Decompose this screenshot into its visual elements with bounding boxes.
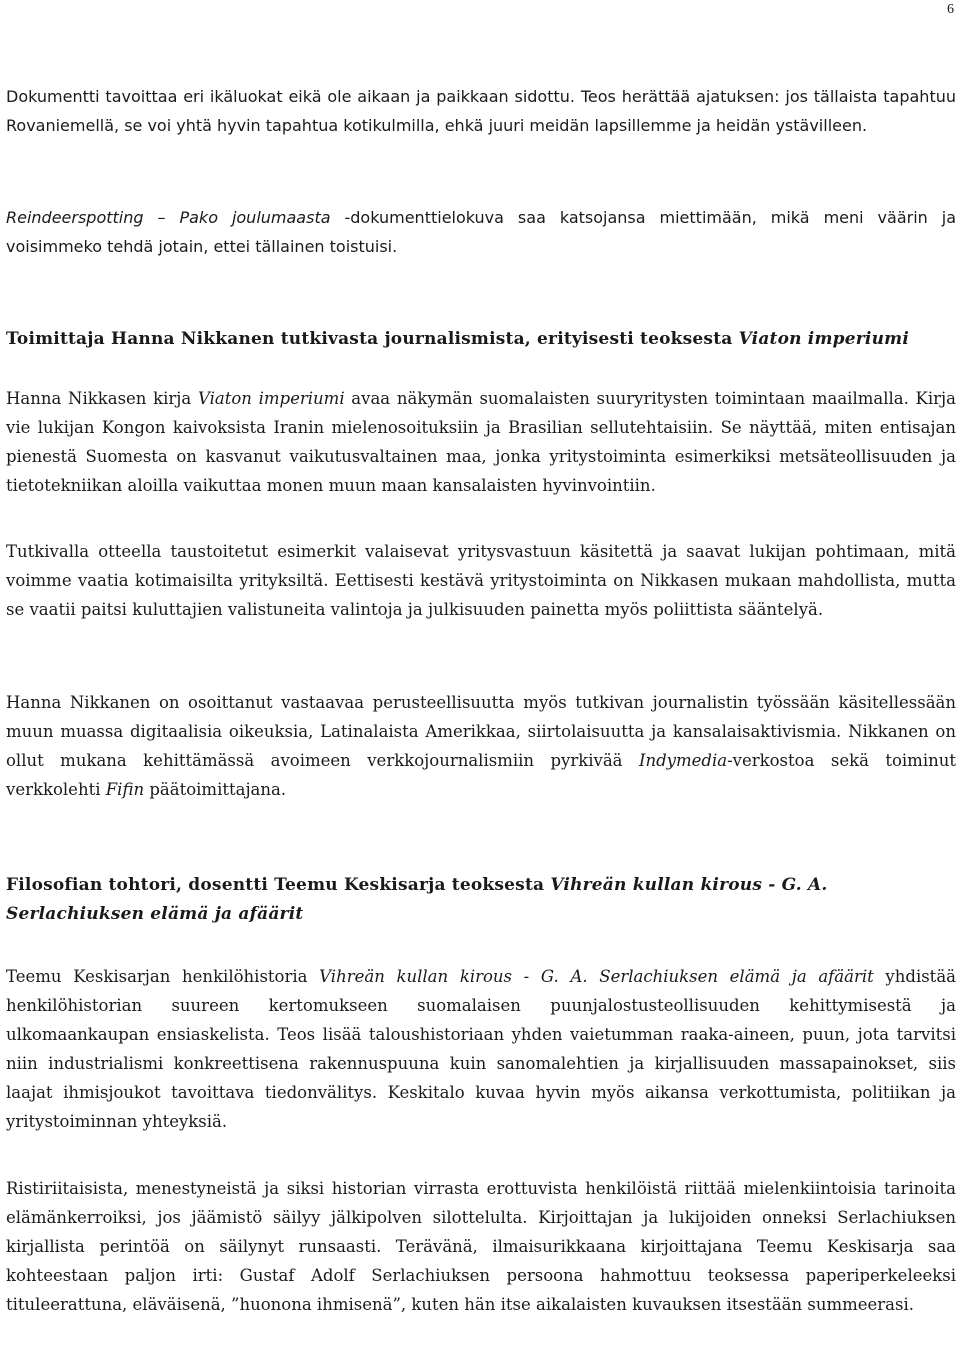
paragraph-text: Hanna Nikkasen kirja — [6, 389, 198, 408]
paragraph-serlachius — [6, 962, 956, 1136]
paragraph-viaton-imperiumi — [6, 384, 956, 500]
paragraph-text: Tutkivalla otteella taustoitetut esimerkit valaisevat yritysvastuun käsitettä ja saavat lukijan pohtimaan, mitä voimme vaatia kotimaisilta yrityksiltä. Eettisesti kestävä yritystoiminta on Nikkasen mukaan mahdollista, mutta se vaatii paitsi kuluttajien valistuneita valintoja ja julkisuuden painetta myös poliittista sääntelyä. — [6, 542, 956, 619]
paragraph-text: -verkostoa sekä toiminut verkkolehti — [6, 751, 956, 799]
page-number: 6 — [947, 2, 954, 17]
book-title-viaton: Viaton imperiumi — [738, 329, 909, 349]
paragraph-intro-text: Dokumentti tavoittaa eri ikäluokat eikä ole aikaan ja paikkaan sidottu. Teos herättää ajatuksen: jos tällaista tapahtuu Rovaniemellä, se voi yhtä hyvin tapahtua kotikulmilla, ehkä juuri meidän lapsillemme ja heidän ystävilleen. — [6, 87, 956, 135]
section-heading-nikkanen — [6, 325, 956, 354]
paragraph-intro — [6, 82, 956, 140]
section-heading-keskisarja — [6, 871, 956, 929]
indymedia-name: Indymedia — [638, 751, 728, 770]
section-heading-keskisarja-text: Filosofian tohtori, dosentti Teemu Keskisarja teoksesta — [6, 875, 551, 895]
paragraph-text: yhdistää henkilöhistorian suureen kertomukseen suomalaisen puunjalostusteollisuuden kehittymisestä ja ulkomaankaupan ensiaskelista. Teos lisää taloushistoriaan yhden vaietumman raaka-aineen, puun, jota tarvitsi niin industrialismi konkreettisena rakennuspuuna kuin sanomalehtien ja kirjallisuuden massapainokset, siis laajat ihmisjoukot tavoittava tiedonvälitys. Keskitalo kuvaa hyvin myös aikansa verkottumista, politiikan ja yritystoiminnan yhteyksiä. — [6, 967, 956, 1131]
book-title-inline: Vihreän kullan kirous - G. A. Serlachiuksen elämä ja afäärit — [319, 967, 874, 986]
paragraph-text: päätoimittajana. — [144, 780, 287, 799]
book-title-inline: Viaton imperiumi — [197, 389, 345, 408]
paragraph-text: Hanna Nikkanen on osoittanut vastaavaa perusteellisuutta myös tutkivan journalistin työssään käsitellessään muun muassa digitaalisia oikeuksia, Latinalaista Amerikkaa, siirtolaisuutta ja kansalaisaktivismia. Nikkanen on ollut mukana kehittämässä avoimeen verkkojournalismiin pyrkivää — [6, 693, 956, 770]
film-title: Reindeerspotting – Pako joulumaasta — [6, 208, 331, 227]
paragraph-reindeerspotting-text: -dokumenttielokuva saa katsojansa miettimään, mikä meni väärin ja voisimmeko tehdä jotain, ettei tällainen toistuisi. — [6, 208, 957, 256]
book-title-vihrean-kullan: Vihreän kullan kirous - G. A. Serlachiuksen elämä ja afäärit — [6, 875, 828, 924]
paragraph-text: avaa näkymän suomalaisten suuryritysten toimintaan maailmalla. Kirja vie lukijan Kongon kaivoksista Iranin mielenosoituksiin ja Brasilian sellutehtaisiin. Se näyttää, miten entisajan pienestä Suomesta on kasvanut vaikutusvaltainen maa, jonka yritystoiminta esimerkiksi metsäteollisuuden ja tietotekniikan aloilla vaikuttaa monen muun maan kansalaisten hyvinvointiin. — [6, 389, 956, 495]
paragraph-yritysvastuu — [6, 537, 956, 624]
section-heading-nikkanen-text: Toimittaja Hanna Nikkanen tutkivasta journalismista, erityisesti teoksesta — [6, 329, 739, 349]
paragraph-text: Ristiriitaisista, menestyneistä ja siksi historian virrasta erottuvista henkilöistä riittää mielenkiintoisia tarinoita elämänkerroiksi, jos jäämistö säilyy jälkipolven silottelulta. Kirjoittajan ja lukijoiden onneksi Serlachiuksen kirjallista perintöä on säilynyt runsaasti. Terävänä, ilmaisurikkaana kirjoittajana Teemu Keskisarja saa kohteestaan paljon irti: Gustaf Adolf Serlachiuksen persoona hahmottuu teoksessa paperiperkeleeksi tituleerattuna, eläväisenä, ”huonona ihmisenä”, kuten hän itse aikalaisten kuvauksen itsestään summeerasi. — [6, 1179, 956, 1314]
paragraph-ristiriitaisista — [6, 1174, 956, 1319]
paragraph-text: Teemu Keskisarjan henkilöhistoria — [6, 967, 320, 986]
paragraph-nikkanen-career — [6, 688, 956, 804]
paragraph-reindeerspotting — [6, 203, 956, 261]
fifi-name: Fifin — [105, 780, 145, 799]
